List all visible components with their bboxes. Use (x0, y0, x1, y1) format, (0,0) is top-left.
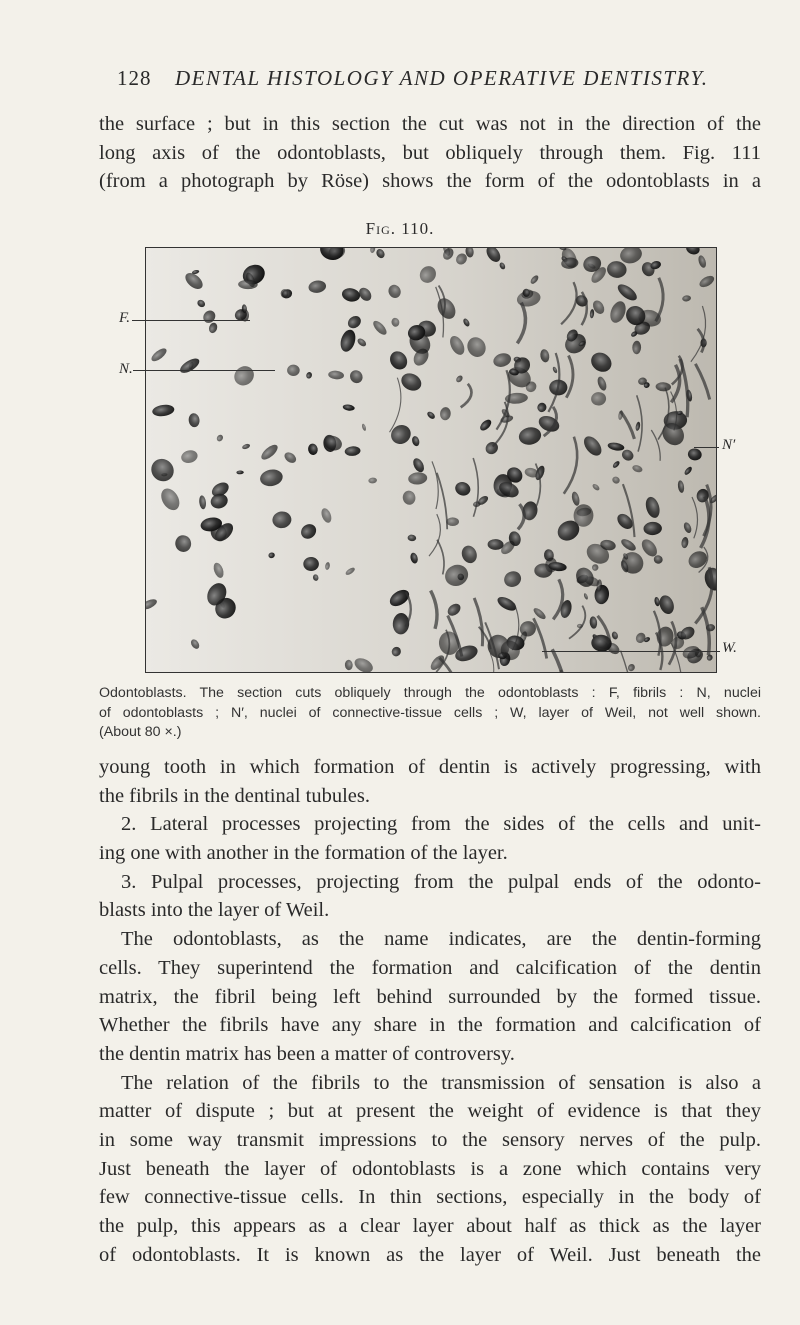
text-line: blasts into the layer of Weil. (99, 899, 330, 922)
caption-line: of odontoblasts ; N′, nuclei of connective-tissue cells ; W, layer of Weil, not well shown. (99, 704, 761, 721)
text-line: 3. Pulpal processes, projecting from the pulpal ends of the odonto- (121, 870, 761, 893)
label-f: F. (119, 310, 130, 326)
text-line: the surface ; but in this section the cut was not in the direction of the (99, 113, 761, 135)
body-text (99, 753, 761, 1269)
text-line: The odontoblasts, as the name indicates, are the dentin-forming (121, 928, 761, 951)
leader-line-w (542, 651, 720, 652)
text-line: few connective-tissue cells. In thin sections, especially in the body of (99, 1186, 761, 1209)
running-header (117, 66, 757, 94)
leader-line-n (133, 370, 275, 371)
figure-title-prefix: Fig. (365, 219, 396, 238)
label-n: N. (119, 361, 133, 377)
text-line: the dentin matrix has been a matter of controversy. (99, 1042, 515, 1065)
micrograph-image (146, 248, 716, 672)
page-number: 128 (117, 66, 152, 90)
caption-line: Odontoblasts. The section cuts obliquely through the odontoblasts : F, fibrils : N, nuclei (99, 685, 761, 701)
cell-blob (446, 517, 459, 526)
figure-caption (99, 684, 761, 743)
leader-line-f (132, 320, 250, 321)
text-line: matrix, the fibril being left behind surrounded by the formed tissue. (99, 985, 761, 1008)
text-line: Just beneath the layer of odontoblasts is a zone which contains very (99, 1157, 761, 1180)
figure-title-number: 110. (401, 219, 435, 238)
caption-line: (About 80 ×.) (99, 724, 182, 740)
text-line: the fibrils in the dentinal tubules. (99, 784, 371, 807)
text-line: the pulp, this appears as a clear layer about half as thick as the layer (99, 1215, 761, 1237)
text-line: young tooth in which formation of dentin is actively progressing, with (99, 756, 761, 778)
running-title: DENTAL HISTOLOGY AND OPERATIVE DENTISTRY. (175, 66, 709, 90)
leader-line-n-prime (694, 447, 719, 448)
text-line: 2. Lateral processes projecting from the sides of the cells and unit- (121, 813, 761, 836)
label-w: W. (722, 640, 737, 656)
text-line: Whether the fibrils have any share in the formation and calcification of (99, 1014, 761, 1037)
text-line: (from a photograph by Röse) shows the form of the odontoblasts in a (99, 170, 761, 193)
text-line: of odontoblasts. It is known as the layer of Weil. Just beneath the (99, 1243, 761, 1266)
micrograph-figure (145, 247, 717, 673)
figure-title (340, 219, 460, 239)
text-line: ing one with another in the formation of the layer. (99, 842, 508, 865)
text-line: in some way transmit impressions to the sensory nerves of the pulp. (99, 1128, 761, 1151)
text-line: long axis of the odontoblasts, but obliquely through them. Fig. 111 (99, 141, 761, 164)
intro-paragraph (99, 110, 761, 196)
text-line: matter of dispute ; but at present the weight of evidence is that they (99, 1100, 761, 1123)
text-line: The relation of the fibrils to the transmission of sensation is also a (121, 1071, 761, 1094)
text-line: cells. They superintend the formation and calcification of the dentin (99, 956, 761, 979)
label-n-prime: N′ (722, 437, 736, 453)
